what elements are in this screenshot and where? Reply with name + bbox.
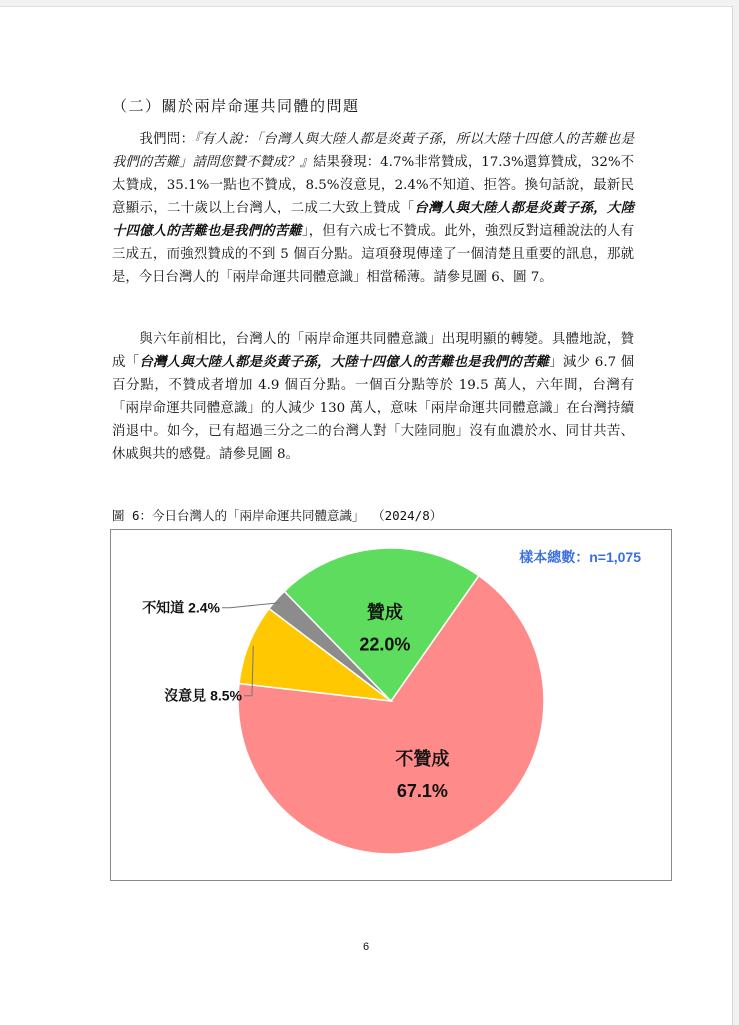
paragraph-1 [112,128,634,289]
slice-value-disagree: 67.1% [396,780,448,801]
section-heading: （二）關於兩岸命運共同體的問題 [112,97,360,115]
pie-slices [238,548,544,854]
page-number: 6 [362,941,370,953]
slice-callout-dont-know: 不知道 2.4% [142,599,220,616]
slice-value-agree: 22.0% [359,634,411,655]
sample-size-note: 樣本總數：n=1,075 [519,549,641,565]
slice-label-disagree: 不贊成 [395,748,450,769]
paragraph-2-intro: 與六年前相比，台灣人的「兩岸命運共同體意識」出現明顯的轉變。具體地說，贊成「 [112,332,634,370]
emphasis-statement: 台灣人與大陸人都是炎黃子孫，大陸十四億人的苦難也是我們的苦難 [112,200,635,239]
emphasis-statement: 台灣人與大陸人都是炎黃子孫，大陸十四億人的苦難也是我們的苦難 [139,354,550,370]
paragraph-2-rest: 」減少 6.7 個百分點，不贊成者增加 4.9 個百分點。一個百分點等於 19.5 萬人，六年間，台灣有「兩岸命運共同體意識」的人減少 130 萬人，意味「兩岸命運共同體意識」在台灣持續消退中。如今，已有超過三分之二的台灣人對「大陸同胞」沒有血濃於水、同甘共苦、休戚與共的感覺。請參見圖 8。 [112,355,635,462]
slice-callout-no-opinion: 沒意見 8.5% [164,687,242,704]
pie-chart-frame [110,529,672,881]
figure-caption: 圖 6：今日台灣人的「兩岸命運共同體意識」 （2024/8） [112,508,443,523]
survey-question: 『有人說：「台灣人與大陸人都是炎黃子孫，所以大陸十四億人的苦難也是我們的苦難」請問您贊不贊成？』 [112,132,634,170]
paragraph-1-findings: 結果發現：4.7%非常贊成，17.3%還算贊成，32%不太贊成，35.1%一點也不贊成，8.5%沒意見，2.4%不知道、拒答。換句話說，最新民意顯示，二十歲以上台灣人，二成二大致上贊成「 [112,155,635,216]
paragraph-1-intro: 我們問： [139,132,195,147]
paragraph-2 [112,328,634,466]
slice-label-agree: 贊成 [366,602,403,623]
paragraph-1-conclusion: 」，但有六成七不贊成。此外，強烈反對這種說法的人有三成五，而強烈贊成的不到 5 個百分點。這項發現傳達了一個清楚且重要的訊息，那就是，今日台灣人的「兩岸命運共同體意識」相當稀薄。請參見圖 6、圖 7。 [112,224,634,285]
pie-chart [111,530,671,880]
document-page [0,6,733,1025]
